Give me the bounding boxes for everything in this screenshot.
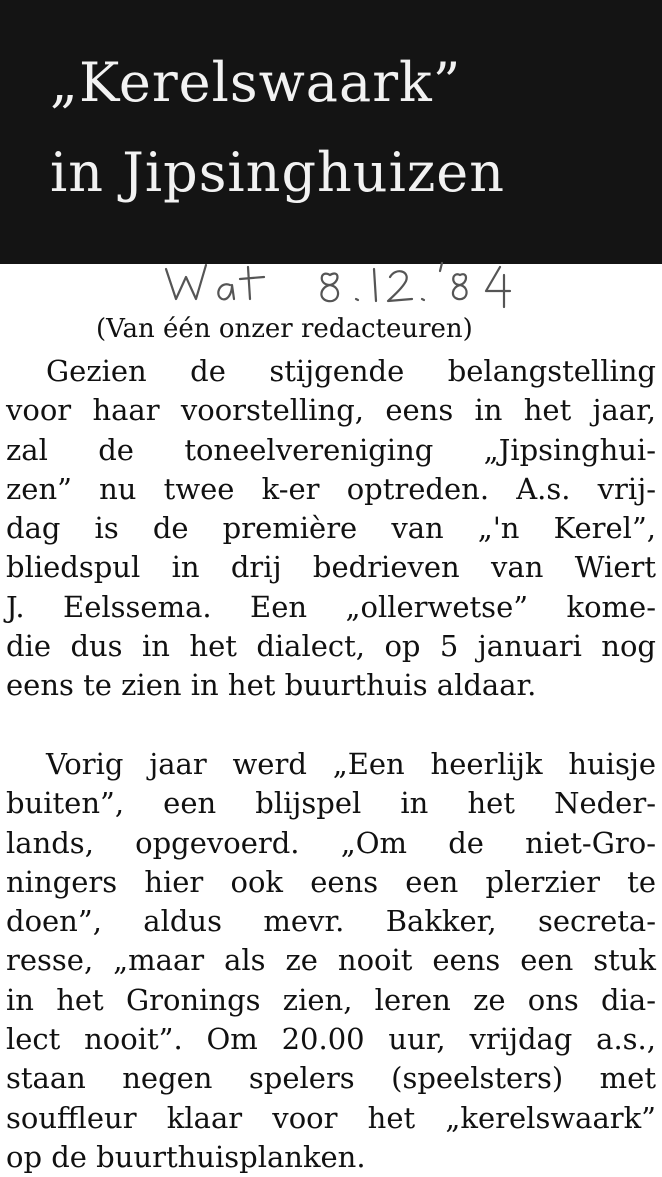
text-line: eens te zien in het buurthuis aldaar. <box>6 668 537 703</box>
text-line: zen” nu twee k-er optreden. A.s. vrij- <box>6 471 656 506</box>
handwritten-note <box>160 255 590 317</box>
text-line: in het Gronings zien, leren ze ons dia- <box>6 982 656 1017</box>
text-line: bliedspul in drij bedrieven van Wiert <box>6 550 656 585</box>
paragraph-2 <box>6 745 656 1177</box>
headline-line-2: in Jipsinghuizen <box>50 141 506 204</box>
text-line: op de buurthuisplanken. <box>6 1139 366 1174</box>
headline-banner <box>0 0 662 264</box>
text-line: souffleur klaar voor het „kerelswaark” <box>6 1100 656 1135</box>
text-line: lect nooit”. Om 20.00 uur, vrijdag a.s., <box>6 1022 656 1057</box>
text-line: die dus in het dialect, op 5 januari nog <box>6 629 656 664</box>
text-line: dag is de première van „'n Kerel”, <box>6 511 656 546</box>
text-line: buiten”, een blijspel in het Neder- <box>6 786 656 821</box>
text-line: zal de toneelvereniging „Jipsinghui- <box>6 432 656 467</box>
text-line: lands, opgevoerd. „Om de niet-Gro- <box>6 825 656 860</box>
text-line: J. Eelssema. Een „ollerwetse” kome- <box>6 589 656 624</box>
text-line: staan negen spelers (speelsters) met <box>6 1061 656 1096</box>
text-line: voor haar voorstelling, eens in het jaar, <box>6 393 656 428</box>
text-line: doen”, aldus mevr. Bakker, secreta- <box>6 904 656 939</box>
text-line: Gezien de stijgende belangstelling <box>46 354 656 388</box>
text-line: Vorig jaar werd „Een heerlijk huisje <box>46 747 656 781</box>
headline-line-1: „Kerelswaark” <box>50 51 462 114</box>
paragraph-1 <box>6 352 656 706</box>
text-line: ningers hier ook eens een plerzier te <box>6 864 656 899</box>
byline: (Van één onzer redacteuren) <box>96 314 473 344</box>
text-line: resse, „maar als ze nooit eens een stuk <box>6 943 656 978</box>
